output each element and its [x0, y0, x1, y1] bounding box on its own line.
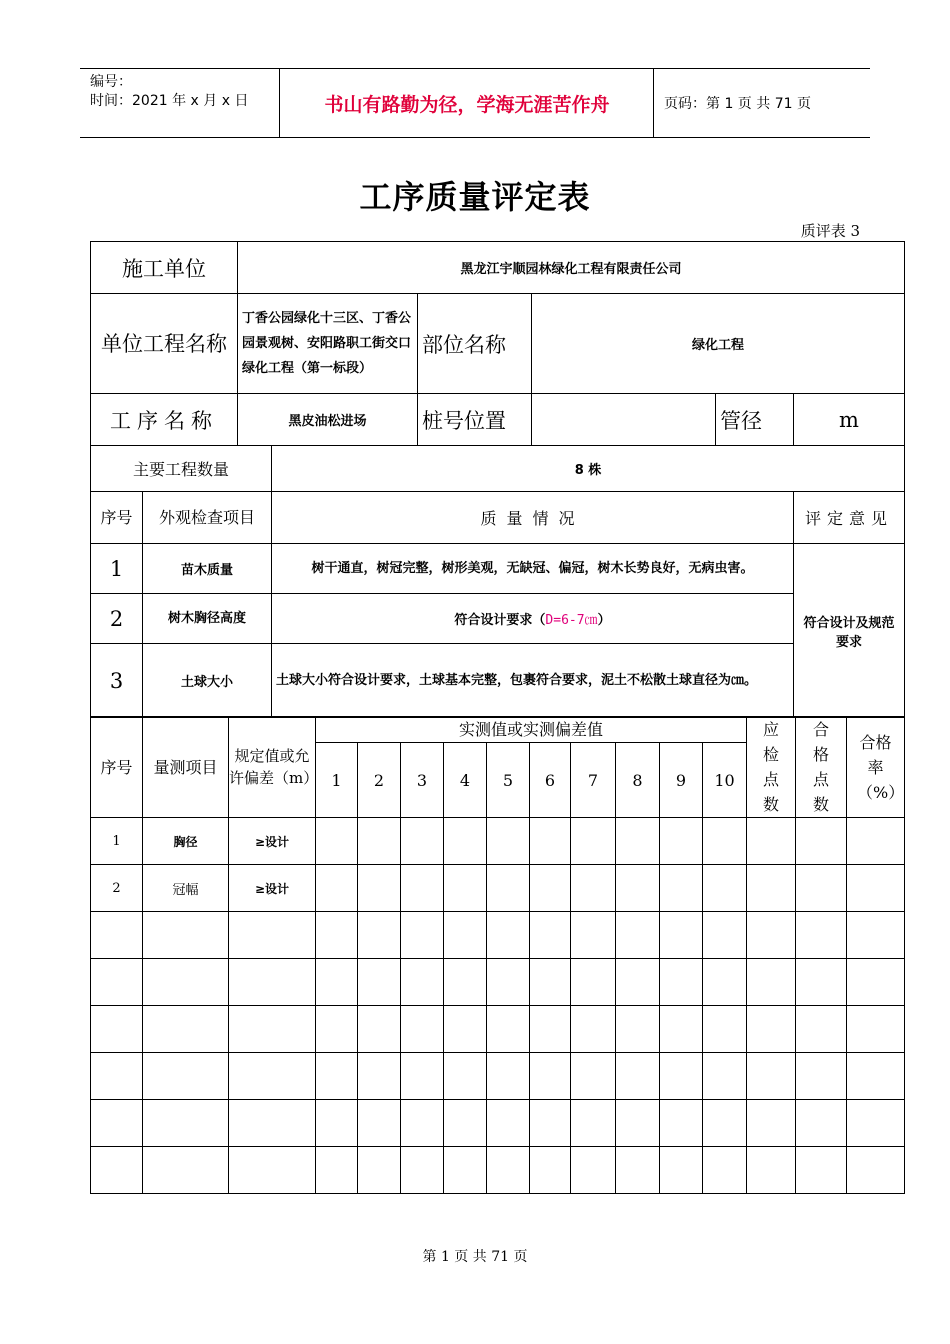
measure-row-spec: ≥设计 [229, 818, 316, 865]
measure-row-empty [91, 959, 905, 1006]
construction-unit-label: 施工单位 [91, 242, 238, 294]
condition-prefix: 符合设计要求（ [454, 613, 546, 628]
quality-row-condition: 树干通直，树冠完整，树形美观，无缺冠、偏冠，树木长势良好，无病虫害。 [272, 544, 794, 594]
construction-unit-value: 黑龙江宇顺园林绿化工程有限责任公司 [238, 242, 905, 294]
quality-row-no: 3 [91, 644, 143, 718]
code-label: 编号： [90, 74, 132, 90]
page-title: 工序质量评定表 [359, 178, 591, 216]
stake-label: 桩号位置 [418, 394, 532, 446]
quantity-value: 8 株 [272, 446, 905, 492]
measure-row-spec: ≥设计 [229, 865, 316, 912]
value-col-header: 3 [401, 743, 444, 818]
measure-row-empty [91, 1100, 905, 1147]
measure-col-no: 序号 [91, 717, 143, 818]
measure-col-values: 实测值或实测偏差值 [316, 717, 747, 743]
value-col-header: 4 [444, 743, 487, 818]
page-header [80, 68, 870, 138]
measure-row [91, 818, 905, 865]
measure-table [90, 716, 905, 1194]
quality-col-no: 序号 [91, 492, 143, 544]
info-table [90, 241, 905, 718]
measure-row-no: 2 [91, 865, 143, 912]
measure-col-pass-points: 合格点数 [796, 717, 847, 818]
measure-row-no: 1 [91, 818, 143, 865]
quality-row-item: 苗木质量 [143, 544, 272, 594]
quality-opinion: 符合设计及规范要求 [794, 544, 905, 718]
quality-row-item: 树木胸径高度 [143, 594, 272, 644]
date-label: 时间：2021 年 x 月 x 日 [90, 93, 249, 109]
unit-project-value: 丁香公园绿化十三区、丁香公园景观树、安阳路职工街交口绿化工程（第一标段） [238, 294, 418, 394]
measure-col-check-points: 应检点数 [747, 717, 796, 818]
diameter-value: m [794, 394, 905, 446]
header-page-info: 页码：第 1 页 共 71 页 [664, 96, 811, 112]
value-col-header: 7 [571, 743, 616, 818]
quality-col-opinion: 评定意见 [794, 492, 905, 544]
quality-row-condition [272, 594, 794, 644]
condition-suffix: ） [597, 613, 611, 628]
quality-row [91, 594, 905, 644]
header-motto: 书山有路勤为径，学海无涯苦作舟 [281, 69, 654, 137]
diameter-label: 管径 [716, 394, 794, 446]
value-col-header: 5 [487, 743, 530, 818]
measure-row [91, 865, 905, 912]
form-number: 质评表 3 [800, 222, 860, 240]
stake-value [532, 394, 716, 446]
part-value: 绿化工程 [532, 294, 905, 394]
measure-col-spec: 规定值或允许偏差（m） [229, 717, 316, 818]
diameter-spec: D=6-7㎝ [545, 613, 598, 628]
value-col-header: 9 [660, 743, 703, 818]
quality-row-no: 2 [91, 594, 143, 644]
measure-row-empty [91, 912, 905, 959]
quality-row-no: 1 [91, 544, 143, 594]
measure-row-item: 冠幅 [143, 865, 229, 912]
value-col-header: 8 [616, 743, 660, 818]
quality-row [91, 644, 905, 718]
quality-row-item: 土球大小 [143, 644, 272, 718]
value-col-header: 2 [358, 743, 401, 818]
page-footer: 第 1 页 共 71 页 [422, 1249, 528, 1265]
quality-row [91, 544, 905, 594]
unit-project-label: 单位工程名称 [91, 294, 238, 394]
value-col-header: 10 [703, 743, 747, 818]
quality-row-condition: 土球大小符合设计要求，土球基本完整，包裹符合要求，泥土不松散土球直径为㎝。 [272, 644, 794, 718]
measure-row-empty [91, 1006, 905, 1053]
part-label: 部位名称 [418, 294, 532, 394]
measure-col-rate: 合格率（%） [847, 717, 905, 818]
measure-col-item: 量测项目 [143, 717, 229, 818]
value-col-header: 6 [530, 743, 571, 818]
measure-row-empty [91, 1053, 905, 1100]
measure-row-empty [91, 1147, 905, 1194]
process-label: 工序名称 [91, 394, 238, 446]
quantity-label: 主要工程数量 [91, 446, 272, 492]
process-value: 黑皮油松进场 [238, 394, 418, 446]
header-meta [80, 69, 280, 137]
measure-row-item: 胸径 [143, 818, 229, 865]
value-col-header: 1 [316, 743, 358, 818]
quality-col-item: 外观检查项目 [143, 492, 272, 544]
quality-col-condition: 质量情况 [272, 492, 794, 544]
